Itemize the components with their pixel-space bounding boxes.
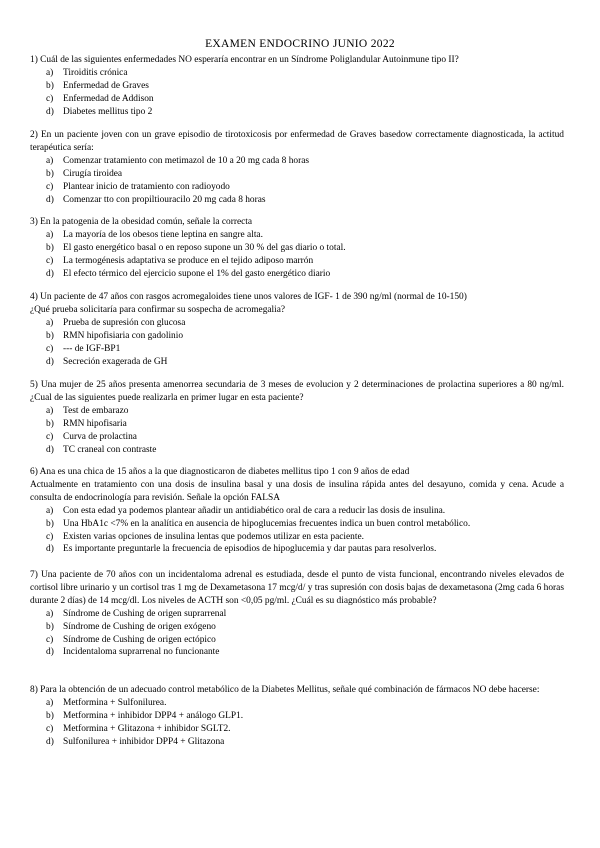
option-text: Plantear inicio de tratamiento con radioyodo: [63, 181, 230, 192]
option-list: [30, 697, 564, 749]
option-text: La termogénesis adaptativa se produce en el tejido adiposo marrón: [63, 255, 314, 266]
option: [30, 431, 564, 444]
question: [30, 291, 564, 368]
question: [30, 379, 564, 456]
option-text: Prueba de supresión con glucosa: [63, 317, 186, 328]
option-letter: d): [46, 268, 54, 279]
option: [30, 242, 564, 255]
option: [30, 356, 564, 369]
option-letter: c): [46, 181, 54, 192]
option: [30, 621, 564, 634]
option-letter: d): [46, 356, 54, 367]
option-list: [30, 67, 564, 119]
question: [30, 684, 564, 749]
option-text: Existen varias opciones de insulina lentas que podemos utilizar en esta paciente.: [63, 531, 364, 542]
stem-line: 3) En la patogenia de la obesidad común, señale la correcta: [30, 217, 253, 227]
option-letter: a): [46, 697, 54, 708]
option: [30, 646, 564, 659]
question-stem: [30, 569, 564, 608]
option-text: Metformina + Glitazona + inhibidor SGLT2.: [63, 723, 231, 734]
option: [30, 343, 564, 356]
option: [30, 330, 564, 343]
option-letter: a): [46, 405, 54, 416]
option-letter: a): [46, 317, 54, 328]
option-letter: a): [46, 67, 54, 78]
stem-line: 6) Ana es una chica de 15 años a la que diagnosticaron de diabetes mellitus tipo 1 con 9 años de edad: [30, 467, 410, 477]
option: [30, 93, 564, 106]
stem-line: ¿Qué prueba solicitaría para confirmar su sospecha de acromegalia?: [30, 304, 286, 315]
question-stem: [30, 54, 564, 67]
option: [30, 255, 564, 268]
option-letter: d): [46, 544, 54, 555]
option-text: La mayoría de los obesos tiene leptina en sangre alta.: [63, 229, 263, 240]
option-letter: a): [46, 229, 54, 240]
option: [30, 80, 564, 93]
option-letter: d): [46, 194, 54, 205]
option: [30, 608, 564, 621]
option: [30, 723, 564, 736]
stem-line: 2) En un paciente joven con un grave episodio de tirotoxicosis por enfermedad de Graves basedow correctamente diagnosticada, la actitud terapéutica sería:: [30, 130, 564, 153]
option: [30, 67, 564, 80]
option-text: Enfermedad de Graves: [63, 80, 149, 91]
option-letter: d): [46, 106, 54, 117]
option: [30, 505, 564, 518]
option: [30, 229, 564, 242]
option-text: Diabetes mellitus tipo 2: [63, 106, 153, 117]
question-stem: [30, 379, 564, 405]
option-text: TC craneal con contraste: [63, 444, 157, 455]
option-text: Tiroiditis crónica: [63, 67, 128, 78]
option-text: Metformina + Sulfonilurea.: [63, 697, 167, 708]
option-letter: b): [46, 621, 54, 632]
stem-line: 4) Un paciente de 47 años con rasgos acromegaloides tiene unos valores de IGF- 1 de 390 ng/ml (normal de 10-150): [30, 292, 467, 302]
question-stem: [30, 466, 564, 505]
option: [30, 543, 564, 556]
option-text: Una HbA1c <7% en la analítica en ausencia de hipoglucemias frecuentes indica un buen control metabólico.: [63, 518, 471, 529]
option-letter: c): [46, 255, 54, 266]
option: [30, 518, 564, 531]
stem-line: 1) Cuál de las siguientes enfermedades NO esperaría encontrar en un Síndrome Poliglandular Autoinmune tipo II?: [30, 55, 459, 65]
option-text: Con esta edad ya podemos plantear añadir un antidiabético oral de cara a reducir las dosis de insulina.: [63, 505, 446, 516]
option-text: Comenzar tto con propiltiouracilo 20 mg cada 8 horas: [63, 194, 266, 205]
option: [30, 405, 564, 418]
option-text: Metformina + inhibidor DPP4 + análogo GLP1.: [63, 710, 244, 721]
option-letter: b): [46, 242, 54, 253]
option-list: [30, 229, 564, 281]
option-text: Comenzar tratamiento con metimazol de 10 a 20 mg cada 8 horas: [63, 155, 310, 166]
option-letter: c): [46, 343, 54, 354]
option: [30, 155, 564, 168]
option-letter: c): [46, 531, 54, 542]
option-letter: b): [46, 330, 54, 341]
option: [30, 736, 564, 749]
option: [30, 268, 564, 281]
option: [30, 317, 564, 330]
question-stem: [30, 216, 564, 229]
stem-line: 5) Una mujer de 25 años presenta amenorrea secundaria de 3 meses de evolucion y 2 determinaciones de prolactina superiores a 80 ng/ml. ¿Cual de las siguientes puede realizarla en primer lugar en esta paciente?: [30, 380, 564, 403]
option-letter: b): [46, 518, 54, 529]
option-list: [30, 405, 564, 457]
option-text: Test de embarazo: [63, 405, 129, 416]
option: [30, 444, 564, 457]
stem-line: 8) Para la obtención de un adecuado control metabólico de la Diabetes Mellitus, señale qué combinación de fármacos NO debe hacerse:: [30, 685, 540, 695]
question-stem: [30, 129, 564, 155]
question: [30, 216, 564, 281]
option-list: [30, 505, 564, 557]
option-letter: c): [46, 634, 54, 645]
option: [30, 106, 564, 119]
option-letter: c): [46, 723, 54, 734]
option-letter: d): [46, 647, 54, 658]
question: [30, 129, 564, 206]
option-text: RMN hipofisiaria con gadolinio: [63, 330, 184, 341]
option-text: Es importante preguntarle la frecuencia de episodios de hipoglucemia y dar pautas para resolverlos.: [63, 544, 437, 555]
question: [30, 569, 564, 659]
option-text: Síndrome de Cushing de origen ectópico: [63, 634, 216, 645]
option-letter: a): [46, 608, 54, 619]
option-text: --- de IGF-BP1: [63, 343, 121, 354]
option-letter: b): [46, 418, 54, 429]
option-text: Síndrome de Cushing de origen suprarrenal: [63, 608, 227, 619]
option-text: Cirugía tiroidea: [63, 168, 123, 179]
option-letter: d): [46, 444, 54, 455]
option-letter: c): [46, 93, 54, 104]
option-text: El gasto energético basal o en reposo supone un 30 % del gas diario o total.: [63, 242, 346, 253]
option-letter: c): [46, 431, 54, 442]
option-text: Curva de prolactina: [63, 431, 137, 442]
option: [30, 531, 564, 544]
option: [30, 710, 564, 723]
option-list: [30, 317, 564, 369]
option: [30, 634, 564, 647]
question: [30, 466, 564, 556]
option-text: Secreción exagerada de GH: [63, 356, 168, 367]
option-letter: b): [46, 710, 54, 721]
option: [30, 194, 564, 207]
option-text: Síndrome de Cushing de origen exógeno: [63, 621, 216, 632]
option-list: [30, 608, 564, 660]
option-text: El efecto térmico del ejercicio supone el 1% del gasto energético diario: [63, 268, 331, 279]
question-stem: [30, 291, 564, 317]
stem-line: 7) Una paciente de 70 años con un incidentaloma adrenal es estudiada, desde el punto de vista funcional, encontrando niveles elevados de cortisol libre urinario y un cortisol tras 1 mg de Dexametasona 17 mcg/d/ y tras supresión con dosis bajas de dexametasona (2mg cada 6 horas durante 2 días) de 14 mcg/dl. Los niveles de ACTH son <0,05 pg/ml. ¿Cuál es su diagnóstico más probable?: [30, 570, 564, 606]
option: [30, 418, 564, 431]
page-title: EXAMEN ENDOCRINO JUNIO 2022: [205, 38, 395, 50]
option-text: Sulfonilurea + inhibidor DPP4 + Glitazona: [63, 736, 225, 747]
option-text: Incidentaloma suprarrenal no funcionante: [63, 647, 220, 658]
question: [30, 54, 564, 119]
option: [30, 697, 564, 710]
option-letter: b): [46, 168, 54, 179]
option-letter: a): [46, 155, 54, 166]
question-stem: [30, 684, 564, 697]
option-text: RMN hipofisaria: [63, 418, 127, 429]
option-letter: d): [46, 736, 54, 747]
option: [30, 168, 564, 181]
option-letter: b): [46, 80, 54, 91]
stem-line: Actualmente en tratamiento con una dosis de insulina basal y una dosis de insulina rápida antes del desayuno, comida y cena. Acude a consulta de endocrinología para revisión. Señale la opción FALSA: [30, 479, 564, 503]
option-letter: a): [46, 505, 54, 516]
option-list: [30, 155, 564, 207]
option: [30, 181, 564, 194]
option-text: Enfermedad de Addison: [63, 93, 154, 104]
